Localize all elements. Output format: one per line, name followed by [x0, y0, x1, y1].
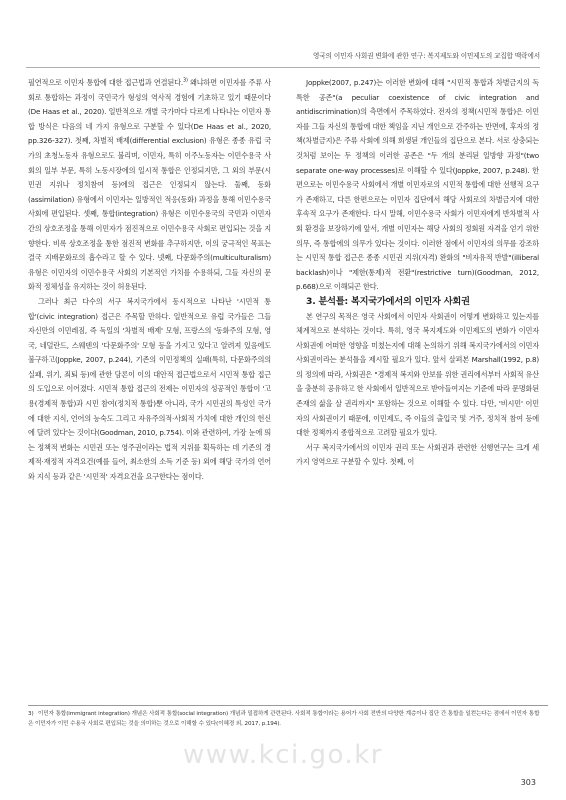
section-heading: 3. 분석틀: 복지국가에서의 이민자 사회권	[306, 295, 470, 307]
footnote-divider	[28, 705, 548, 706]
watermark: www.kci.go.kr	[183, 740, 383, 770]
footnote	[28, 710, 540, 729]
right-column	[296, 76, 539, 470]
footnote-text: 이민자 통합(immigrant integration) 개념은 사회적 통합(social integration) 개념과 밀접하게 관련된다. 사회적 통합이라는 용어가 사회 전반의 다양한 계층이나 집단 간 통합을 일컫는다는 점에서 이민자 통합은 이민자가 이민 수용국 사회로 편입되는 것을 의미하는 것으로 이해할 수 있다(이혜경 외, 2017, p.194).	[28, 711, 540, 727]
page-number: 303	[520, 778, 536, 787]
footnote-number: 3)	[28, 711, 34, 717]
left-paragraph-1-rest: 왜냐하면 이민자를 주류 사회로 통합하는 과정이 국민국가 형성의 역사적 경험에 기초하고 있기 때문이다(De Haas et al., 2020). 일반적으로 개별 국가마다 다르게 나타나는 이민자 통합 방식은 다음의 네 가지 유형으로 구분할 수 있다(De Haas et al., 2020, pp.326-327). 첫째, 차별적 배제(differential exclusion) 유형은 종종 유럽 국가의 초청노동자 유형으로도 불리며, 이민자, 특히 이주노동자는 이민수용국 사회의 일부 부문, 특히 노동시장에의 일시적 통합은 인정되지만, 그 외의 부문(시민권 지위나 정치참여 등)에의 접근은 인정되지 않는다. 둘째, 동화(assimilation) 유형에서 이민자는 일방적인 적응(동화) 과정을 통해 이민수용국 사회에 편입된다. 셋째, 통합(integration) 유형은 이민수용국의 국민과 이민자 간의 상호조정을 통해 이민자가 점진적으로 이민수용국 사회로 편입되는 것을 지향한다. 비록 상호조정을 통한 점진적 변화를 추구하지만, 이의 궁극적인 목표는 결국 지배문화로의 흡수라고 할 수 있다. 넷째, 다문화주의(multiculturalism) 유형은 이민자의 이민수용국 사회의 기본적인 가치를 수용하되, 그들 자신의 문화적 정체성을 유지하는 것이 허용된다.	[28, 78, 271, 292]
left-paragraph-1	[28, 76, 271, 295]
header-divider	[26, 67, 540, 68]
footnote-marker[interactable]: 3)	[182, 77, 188, 84]
right-paragraph-1: Joppke(2007, p.247)는 이러한 변화에 대해 "시민적 통합과 차별금지의 독특한 공존"(a peculiar coexistence of civic integration and antidiscrimination)의 측면에서 주목하였다. 전자의 정책(시민적 통합)은 이민자를 그들 자신의 통합에 대한 책임을 지닌 개인으로 간주하는 반면에, 후자의 정책(차별금지)은 주류 사회에 의해 희생된 개인들의 집단으로 본다. 서로 상충되는 것처럼 보이는 두 정책의 이러한 공존은 "두 개의 분리된 일방향 과정"(two separate one-way processes)로 이해할 수 있다(Joppke, 2007, p.248). 한편으로는 이민수용국 사회에서 개별 이민자로의 시민적 통합에 대한 선행적 요구가 존재하고, 다른 한편으로는 이민자 집단에서 해당 사회로의 차별금지에 대한 후속적 요구가 존재한다. 다시 말해, 이민수용국 사회가 이민자에게 반차별적 사회 환경을 보장하기에 앞서, 개별 이민자는 해당 사회의 정회원 자격을 얻기 위한 의무, 즉 통합에의 의무가 있다는 것이다. 이러한 점에서 이민자의 의무를 강조하는 시민적 통합 접근은 종종 시민권 지위(자격) 완화의 "비자유적 반발"(illiberal backlash)이나 "제한(통제)적 전환"(restrictive turn)(Goodman, 2012, p.668)으로 이해되곤 한다.	[296, 78, 539, 292]
left-paragraph-2: 그러나 최근 다수의 서구 복지국가에서 동시적으로 나타난 '시민적 통합'(civic integration) 접근은 주목할 만하다. 일반적으로 유럽 국가들은 그들 자신만의 이민레짐, 즉 독일의 '차별적 배제' 모형, 프랑스의 '동화주의 모형, 영국, 네덜란드, 스웨덴의 '다문화주의' 모형 등을 가지고 있다고 알려져 있음에도 불구하고(Joppke, 2007, p.244), 기존의 이민정책의 실패(특히, 다문화주의의 실패, 위기, 죄퇴 등)에 관한 담론이 이의 대안적 접근법으로서 시민적 통합 접근의 도입으로 이어졌다. 시민적 통합 접근의 전제는 이민자의 성공적인 통합이 '고용(경제적 통합)과 시민 참여(정치적 통합)뿐 아니라, 국가 시민권의 특성인 국가에 대한 지식, 언어의 능숙도 그리고 자유주의적·사회적 가치에 대한 개인의 헌신에 달려 있다'는 것이다(Goodman, 2010, p.754). 이와 관련하여, 가장 눈에 띄는 정책적 변화는 시민권 또는 영주권이라는 법적 지위를 획득하는 데 기존의 경제적·재정적 자격요건(예를 들어, 최소한의 소득 기준 등) 외에 해당 국가의 언어와 지식 등과 같은 '시민적' 자격요건을 요구한다는 점이다.	[28, 296, 271, 482]
left-column	[28, 76, 271, 485]
running-header: 영국의 이민자 사회권 변화에 관한 연구: 복지제도와 이민제도의 교집합 맥락에서	[313, 52, 540, 60]
right-paragraph-2: 본 연구의 목적은 영국 사회에서 이민자 사회권이 어떻게 변화하고 있는지를 체계적으로 분석하는 것이다. 특히, 영국 복지제도와 이민제도의 변화가 이민자 사회권에 어떠한 영향을 미쳤는지에 대해 논의하기 위해 복지국가에서의 이민자 사회권이라는 분석틀을 제시할 필요가 있다. 앞서 살펴본 Marshall(1992, p.8)의 정의에 따라, 사회권은 "경제적 복지와 안보를 위한 권리에서부터 사회적 유산을 충분히 공유하고 한 사회에서 일반적으로 받아들여지는 기준에 따라 문명화된 존재의 삶을 살 권리까지" 포함하는 것으로 이해할 수 있다. 다만, '비시민' 이민자의 사회권이기 때문에, 이민제도, 즉 이들의 출입국 및 거주, 정치적 참여 등에 대한 정책까지 종합적으로 고려할 필요가 있다.	[296, 311, 539, 438]
right-paragraph-3: 서구 복지국가에서의 이민자 권리 또는 사회권과 관련한 선행연구는 크게 세 가지 영역으로 구분할 수 있다. 첫째, 이	[296, 442, 539, 467]
left-paragraph-1-start: 필연적으로 이민자 통합에 대한 접근법과 연결된다.	[28, 78, 183, 87]
